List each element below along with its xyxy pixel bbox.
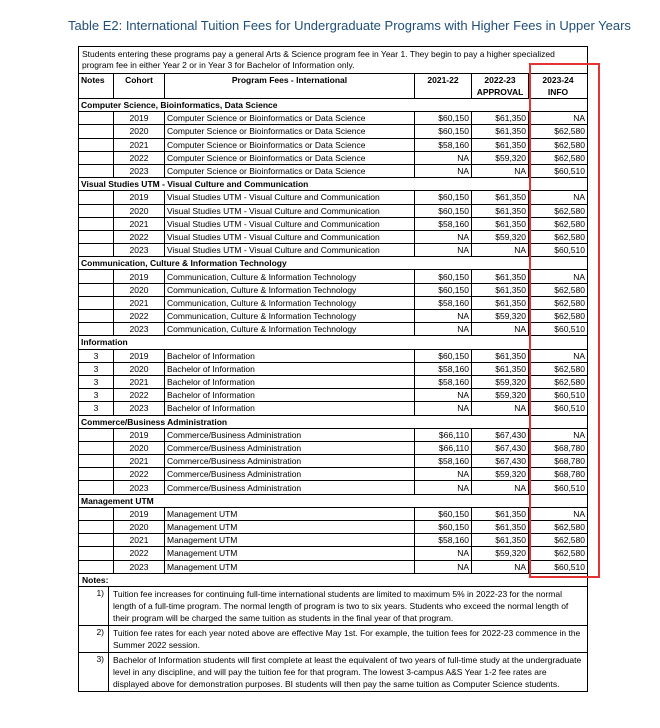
- fee-2021-22-cell: NA: [415, 244, 472, 257]
- cohort-cell: 2021: [114, 217, 165, 230]
- table-row: [79, 534, 587, 547]
- fee-2022-23-cell: $61,350: [472, 112, 529, 125]
- section-name: Commerce/Business Administration: [79, 415, 587, 428]
- fee-2023-24-cell: $68,780: [529, 441, 588, 454]
- table-row: [79, 112, 587, 125]
- table-row: [79, 217, 587, 230]
- fees-table: [79, 74, 587, 574]
- program-cell: Visual Studies UTM - Visual Culture and Communication: [165, 217, 415, 230]
- note-cell: [79, 112, 114, 125]
- fee-2022-23-cell: NA: [472, 560, 529, 573]
- program-cell: Commerce/Business Administration: [165, 428, 415, 441]
- fee-2023-24-cell: $62,580: [529, 547, 588, 560]
- note-cell: [79, 283, 114, 296]
- fee-2022-23-cell: $61,350: [472, 349, 529, 362]
- fee-2022-23-cell: $67,430: [472, 455, 529, 468]
- section-header-row: [79, 99, 587, 112]
- note-cell: [79, 151, 114, 164]
- cohort-cell: 2022: [114, 310, 165, 323]
- header-approval: APPROVAL: [476, 87, 524, 97]
- header-2022-23: [472, 74, 529, 99]
- note-cell: [79, 138, 114, 151]
- cohort-cell: 2021: [114, 455, 165, 468]
- section-name: Management UTM: [79, 494, 587, 507]
- fee-2023-24-cell: NA: [529, 349, 588, 362]
- section-header-row: [79, 178, 587, 191]
- fee-2022-23-cell: $59,320: [472, 389, 529, 402]
- section-name: Communication, Culture & Information Technology: [79, 257, 587, 270]
- fee-2023-24-cell: $62,580: [529, 296, 588, 309]
- fee-2021-22-cell: NA: [415, 310, 472, 323]
- fee-2022-23-cell: $61,350: [472, 362, 529, 375]
- fee-2022-23-cell: $59,320: [472, 230, 529, 243]
- fee-2022-23-cell: NA: [472, 323, 529, 336]
- table-row: [79, 560, 587, 573]
- program-cell: Management UTM: [165, 560, 415, 573]
- program-cell: Computer Science or Bioinformatics or Data Science: [165, 164, 415, 177]
- table-row: [79, 125, 587, 138]
- fee-2022-23-cell: $61,350: [472, 270, 529, 283]
- intro-text: Students entering these programs pay a general Arts & Science program fee in Year 1. They begin to pay a higher specialized program fee in either Year 2 or in Year 3 for Bachelor of Information only.: [79, 47, 587, 74]
- fee-2022-23-cell: $67,430: [472, 441, 529, 454]
- fee-2022-23-cell: $59,320: [472, 468, 529, 481]
- table-row: [79, 244, 587, 257]
- fee-2022-23-cell: $61,350: [472, 138, 529, 151]
- table-row: [79, 151, 587, 164]
- table-row: [79, 455, 587, 468]
- note-number: 2): [79, 626, 109, 652]
- fee-2023-24-cell: $62,580: [529, 283, 588, 296]
- fee-2021-22-cell: $60,150: [415, 507, 472, 520]
- program-cell: Computer Science or Bioinformatics or Data Science: [165, 138, 415, 151]
- program-cell: Computer Science or Bioinformatics or Data Science: [165, 112, 415, 125]
- cohort-cell: 2019: [114, 191, 165, 204]
- header-2023-24: [529, 74, 588, 99]
- table-row: [79, 204, 587, 217]
- note-cell: 3: [79, 362, 114, 375]
- note-cell: [79, 428, 114, 441]
- fee-2023-24-cell: $62,580: [529, 534, 588, 547]
- fee-2023-24-cell: $60,510: [529, 244, 588, 257]
- note-cell: [79, 481, 114, 494]
- note-text: Tuition fee increases for continuing full-time international students are limited to maximum 5% in 2022-23 for the normal length of a full-time program. The normal length of program is two to six years. Students who exceed the normal length of their program will be charged the same tuition as students in the final year of that program.: [113, 588, 569, 623]
- program-cell: Visual Studies UTM - Visual Culture and Communication: [165, 244, 415, 257]
- fee-2022-23-cell: $59,320: [472, 547, 529, 560]
- note-cell: [79, 217, 114, 230]
- fee-2023-24-cell: $62,580: [529, 230, 588, 243]
- cohort-cell: 2019: [114, 270, 165, 283]
- table-title: Table E2: International Tuition Fees for Undergraduate Programs with Higher Fees in Upper Years: [68, 18, 631, 33]
- fee-2022-23-cell: $61,350: [472, 507, 529, 520]
- program-cell: Communication, Culture & Information Technology: [165, 296, 415, 309]
- fee-2022-23-cell: $59,320: [472, 151, 529, 164]
- cohort-cell: 2019: [114, 349, 165, 362]
- note-cell: [79, 204, 114, 217]
- header-2023-24-label: 2023-24: [542, 75, 574, 85]
- cohort-cell: 2021: [114, 534, 165, 547]
- fee-2022-23-cell: NA: [472, 402, 529, 415]
- fee-2023-24-cell: NA: [529, 191, 588, 204]
- note-cell: [79, 296, 114, 309]
- header-row: [79, 74, 587, 99]
- note-text: Bachelor of Information students will first complete at least the equivalent of two years of full-time study at the undergraduate level in any discipline, and will pay the tuition fee for that program. The lowest 3-campus A&S Year 1-2 fee rates are displayed above for demonstration purposes. BI students will then pay the same tuition as Computer Science students.: [113, 654, 582, 689]
- table-row: [79, 349, 587, 362]
- fee-2022-23-cell: $61,350: [472, 283, 529, 296]
- program-cell: Bachelor of Information: [165, 362, 415, 375]
- fee-2023-24-cell: $68,780: [529, 455, 588, 468]
- fee-2023-24-cell: $62,580: [529, 362, 588, 375]
- cohort-cell: 2023: [114, 323, 165, 336]
- fee-2023-24-cell: NA: [529, 428, 588, 441]
- header-notes: Notes: [79, 74, 114, 99]
- fee-2023-24-cell: $62,580: [529, 521, 588, 534]
- note-item: [79, 653, 587, 691]
- fee-2022-23-cell: NA: [472, 244, 529, 257]
- table-row: [79, 402, 587, 415]
- note-number: 1): [79, 587, 109, 625]
- table-row: [79, 138, 587, 151]
- fee-2023-24-cell: $62,580: [529, 125, 588, 138]
- cohort-cell: 2022: [114, 547, 165, 560]
- fee-2021-22-cell: $58,160: [415, 455, 472, 468]
- cohort-cell: 2020: [114, 283, 165, 296]
- table-row: [79, 283, 587, 296]
- note-cell: [79, 441, 114, 454]
- cohort-cell: 2021: [114, 296, 165, 309]
- fee-2023-24-cell: $60,510: [529, 481, 588, 494]
- fee-2023-24-cell: $60,510: [529, 164, 588, 177]
- fee-2022-23-cell: NA: [472, 481, 529, 494]
- section-header-row: [79, 415, 587, 428]
- cohort-cell: 2020: [114, 204, 165, 217]
- note-item: [79, 587, 587, 626]
- fee-2023-24-cell: $62,580: [529, 204, 588, 217]
- table-row: [79, 270, 587, 283]
- fee-2023-24-cell: NA: [529, 507, 588, 520]
- fee-2022-23-cell: $61,350: [472, 191, 529, 204]
- fee-2022-23-cell: $61,350: [472, 125, 529, 138]
- fee-2021-22-cell: $58,160: [415, 217, 472, 230]
- note-cell: [79, 455, 114, 468]
- fee-2021-22-cell: NA: [415, 481, 472, 494]
- program-cell: Computer Science or Bioinformatics or Data Science: [165, 151, 415, 164]
- fee-2023-24-cell: NA: [529, 270, 588, 283]
- note-cell: [79, 468, 114, 481]
- note-cell: [79, 521, 114, 534]
- table-row: [79, 441, 587, 454]
- program-cell: Visual Studies UTM - Visual Culture and Communication: [165, 230, 415, 243]
- table-row: [79, 164, 587, 177]
- note-cell: [79, 270, 114, 283]
- fee-2023-24-cell: $60,510: [529, 389, 588, 402]
- program-cell: Communication, Culture & Information Technology: [165, 270, 415, 283]
- fee-2021-22-cell: NA: [415, 547, 472, 560]
- program-cell: Commerce/Business Administration: [165, 481, 415, 494]
- note-cell: [79, 244, 114, 257]
- program-cell: Computer Science or Bioinformatics or Data Science: [165, 125, 415, 138]
- cohort-cell: 2023: [114, 402, 165, 415]
- table-row: [79, 547, 587, 560]
- fee-2021-22-cell: $60,150: [415, 349, 472, 362]
- note-cell: 3: [79, 375, 114, 388]
- cohort-cell: 2022: [114, 151, 165, 164]
- fee-2021-22-cell: NA: [415, 560, 472, 573]
- notes-list: [79, 587, 587, 691]
- header-info: INFO: [547, 87, 569, 97]
- fee-2023-24-cell: $62,580: [529, 310, 588, 323]
- program-cell: Commerce/Business Administration: [165, 441, 415, 454]
- program-cell: Bachelor of Information: [165, 349, 415, 362]
- table-row: [79, 310, 587, 323]
- fee-2023-24-cell: $68,780: [529, 468, 588, 481]
- fee-2023-24-cell: $60,510: [529, 323, 588, 336]
- cohort-cell: 2022: [114, 389, 165, 402]
- section-name: Computer Science, Bioinformatics, Data Science: [79, 99, 587, 112]
- fee-2021-22-cell: $66,110: [415, 441, 472, 454]
- fee-2021-22-cell: $60,150: [415, 204, 472, 217]
- cohort-cell: 2020: [114, 441, 165, 454]
- fee-2021-22-cell: NA: [415, 389, 472, 402]
- program-cell: Bachelor of Information: [165, 375, 415, 388]
- program-cell: Visual Studies UTM - Visual Culture and Communication: [165, 191, 415, 204]
- cohort-cell: 2022: [114, 468, 165, 481]
- cohort-cell: 2019: [114, 112, 165, 125]
- cohort-cell: 2020: [114, 362, 165, 375]
- fee-2023-24-cell: $62,580: [529, 217, 588, 230]
- notes-label: Notes:: [79, 574, 587, 587]
- fee-2021-22-cell: $60,150: [415, 283, 472, 296]
- header-cohort: Cohort: [114, 74, 165, 99]
- fee-2021-22-cell: $60,150: [415, 270, 472, 283]
- cohort-cell: 2021: [114, 138, 165, 151]
- fee-2021-22-cell: $58,160: [415, 296, 472, 309]
- table-row: [79, 521, 587, 534]
- note-cell: [79, 125, 114, 138]
- cohort-cell: 2020: [114, 125, 165, 138]
- section-header-row: [79, 494, 587, 507]
- note-cell: [79, 230, 114, 243]
- fee-2023-24-cell: $62,580: [529, 375, 588, 388]
- note-cell: [79, 534, 114, 547]
- program-cell: Bachelor of Information: [165, 402, 415, 415]
- fees-table-container: [78, 46, 588, 692]
- header-2022-23-label: 2022-23: [484, 75, 516, 85]
- note-text: Tuition fee rates for each year noted above are effective May 1st. For example, the tuition fees for 2022-23 commence in the Summer 2022 session.: [113, 627, 581, 650]
- fee-2021-22-cell: $60,150: [415, 112, 472, 125]
- program-cell: Visual Studies UTM - Visual Culture and Communication: [165, 204, 415, 217]
- fee-2021-22-cell: NA: [415, 151, 472, 164]
- table-row: [79, 230, 587, 243]
- fee-2021-22-cell: NA: [415, 323, 472, 336]
- program-cell: Communication, Culture & Information Technology: [165, 323, 415, 336]
- table-row: [79, 481, 587, 494]
- fee-2021-22-cell: $58,160: [415, 362, 472, 375]
- table-row: [79, 375, 587, 388]
- fee-2023-24-cell: $62,580: [529, 151, 588, 164]
- fee-2023-24-cell: $60,510: [529, 402, 588, 415]
- fee-2021-22-cell: $58,160: [415, 375, 472, 388]
- cohort-cell: 2019: [114, 507, 165, 520]
- program-cell: Communication, Culture & Information Technology: [165, 310, 415, 323]
- fee-2021-22-cell: NA: [415, 230, 472, 243]
- header-program: Program Fees - International: [165, 74, 415, 99]
- cohort-cell: 2023: [114, 560, 165, 573]
- fee-2022-23-cell: $61,350: [472, 204, 529, 217]
- fee-2022-23-cell: $61,350: [472, 217, 529, 230]
- table-row: [79, 323, 587, 336]
- note-cell: [79, 507, 114, 520]
- program-cell: Management UTM: [165, 534, 415, 547]
- section-header-row: [79, 257, 587, 270]
- fee-2022-23-cell: $59,320: [472, 375, 529, 388]
- program-cell: Commerce/Business Administration: [165, 468, 415, 481]
- cohort-cell: 2019: [114, 428, 165, 441]
- fee-2023-24-cell: $62,580: [529, 138, 588, 151]
- fee-2023-24-cell: NA: [529, 112, 588, 125]
- cohort-cell: 2023: [114, 244, 165, 257]
- note-cell: [79, 191, 114, 204]
- cohort-cell: 2020: [114, 521, 165, 534]
- program-cell: Bachelor of Information: [165, 389, 415, 402]
- note-cell: [79, 310, 114, 323]
- program-cell: Management UTM: [165, 521, 415, 534]
- program-cell: Management UTM: [165, 507, 415, 520]
- table-row: [79, 362, 587, 375]
- program-cell: Commerce/Business Administration: [165, 455, 415, 468]
- note-cell: [79, 164, 114, 177]
- fee-2021-22-cell: $60,150: [415, 191, 472, 204]
- fee-2021-22-cell: $60,150: [415, 125, 472, 138]
- fee-2022-23-cell: $67,430: [472, 428, 529, 441]
- program-cell: Communication, Culture & Information Technology: [165, 283, 415, 296]
- cohort-cell: 2022: [114, 230, 165, 243]
- fee-2022-23-cell: $61,350: [472, 296, 529, 309]
- fee-2021-22-cell: $58,160: [415, 138, 472, 151]
- table-row: [79, 507, 587, 520]
- table-row: [79, 296, 587, 309]
- fee-2022-23-cell: NA: [472, 164, 529, 177]
- fee-2022-23-cell: $59,320: [472, 310, 529, 323]
- note-cell: 3: [79, 389, 114, 402]
- fee-2021-22-cell: $58,160: [415, 534, 472, 547]
- cohort-cell: 2023: [114, 164, 165, 177]
- fee-2023-24-cell: $60,510: [529, 560, 588, 573]
- table-row: [79, 191, 587, 204]
- note-number: 3): [79, 653, 109, 691]
- header-2021-22: 2021-22: [415, 74, 472, 99]
- note-cell: [79, 560, 114, 573]
- fee-2022-23-cell: $61,350: [472, 521, 529, 534]
- fee-2021-22-cell: $60,150: [415, 521, 472, 534]
- note-cell: 3: [79, 402, 114, 415]
- cohort-cell: 2021: [114, 375, 165, 388]
- fee-2021-22-cell: $66,110: [415, 428, 472, 441]
- fee-2021-22-cell: NA: [415, 402, 472, 415]
- section-name: Information: [79, 336, 587, 349]
- note-cell: 3: [79, 349, 114, 362]
- table-row: [79, 428, 587, 441]
- section-header-row: [79, 336, 587, 349]
- cohort-cell: 2023: [114, 481, 165, 494]
- note-cell: [79, 547, 114, 560]
- table-row: [79, 468, 587, 481]
- fee-2022-23-cell: $61,350: [472, 534, 529, 547]
- note-item: [79, 626, 587, 653]
- fee-2021-22-cell: NA: [415, 468, 472, 481]
- note-cell: [79, 323, 114, 336]
- section-name: Visual Studies UTM - Visual Culture and Communication: [79, 178, 587, 191]
- table-row: [79, 389, 587, 402]
- program-cell: Management UTM: [165, 547, 415, 560]
- fee-2021-22-cell: NA: [415, 164, 472, 177]
